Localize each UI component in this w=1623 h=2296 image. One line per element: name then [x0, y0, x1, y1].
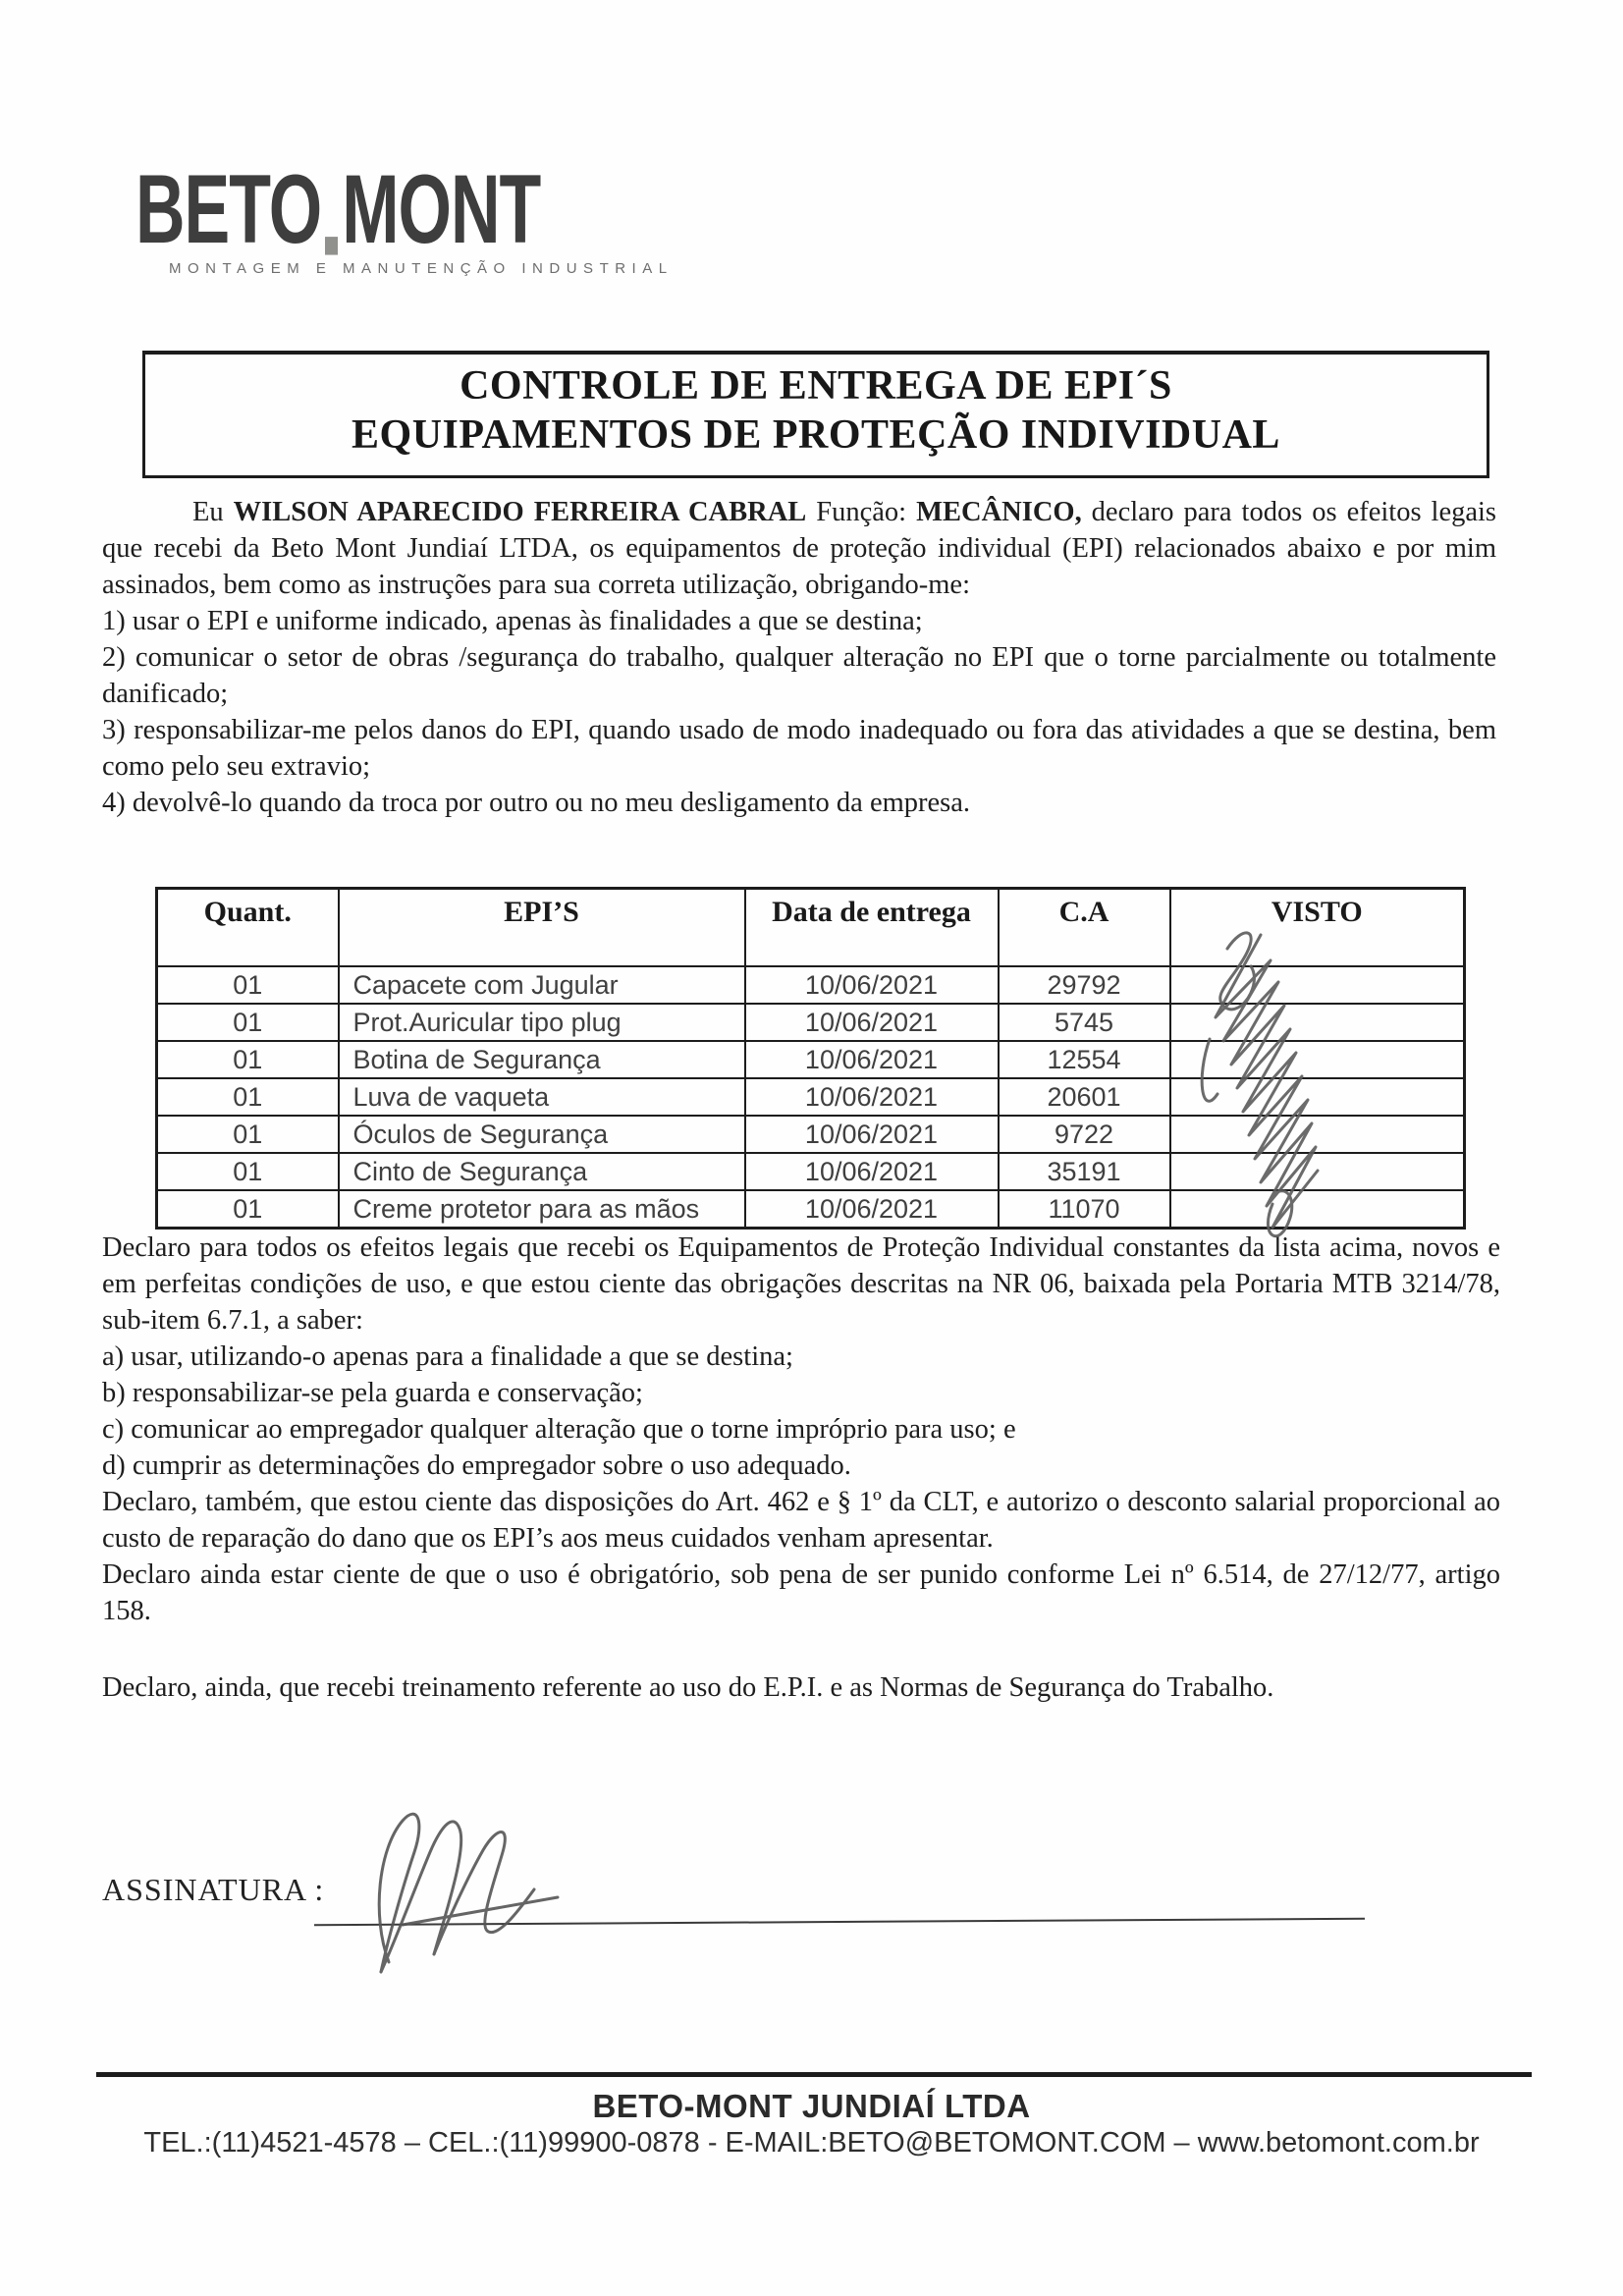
declaration-item-b: b) responsabilizar-se pela guarda e conservação; [102, 1378, 643, 1408]
cell-date: 10/06/2021 [745, 1004, 999, 1041]
cell-ca: 35191 [999, 1153, 1170, 1190]
obligation-item-4: 4) devolvê-lo quando da troca por outro ou no meu desligamento da empresa. [102, 788, 971, 818]
col-header-visto: VISTO [1170, 889, 1465, 967]
footer-contact: TEL.:(11)4521-4578 – CEL.:(11)99900-0878 - E-MAIL:BETO@BETOMONT.COM – www.betomont.com.br [143, 2127, 1480, 2159]
cell-epi: Capacete com Jugular [339, 966, 745, 1004]
cell-epi: Prot.Auricular tipo plug [339, 1004, 745, 1041]
cell-ca: 20601 [999, 1078, 1170, 1116]
col-header-quant: Quant. [157, 889, 339, 967]
cell-quant: 01 [157, 1078, 339, 1116]
declaration-item-d: d) cumprir as determinações do empregador sobre o uso adequado. [102, 1450, 851, 1481]
cell-quant: 01 [157, 1190, 339, 1229]
cell-epi: Óculos de Segurança [339, 1116, 745, 1153]
declaration-intro: Declaro para todos os efeitos legais que recebi os Equipamentos de Proteção Individual constantes da lista acima, novos e em perfeitas condições de uso, e que estou ciente das obrigações descritas na NR 06, baixada pela Portaria MTB 3214/78, sub-item 6.7.1, a saber: [102, 1232, 1500, 1336]
cell-quant: 01 [157, 1153, 339, 1190]
signature-label: ASSINATURA : [102, 1872, 325, 1907]
logo-dot-icon [325, 237, 338, 254]
assinatura-signature-scribble [350, 1793, 585, 1990]
cell-ca: 12554 [999, 1041, 1170, 1078]
logo-text-mont: MONT [342, 154, 541, 264]
logo-text-beto: BETO [135, 154, 322, 264]
intro-tail: declaro para todos os efeitos legais que recebi da Beto Mont Jundiaí LTDA, os equipamentos de proteção individual (EPI) relacionados abaixo e por mim assinados, bem como as instruções para sua correta utilização, obrigando-me: [102, 497, 1496, 600]
col-header-data-entrega: Data de entrega [745, 889, 999, 967]
obligation-item-2: 2) comunicar o setor de obras /segurança do trabalho, qualquer alteração no EPI que o torne parcialmente ou totalmente danificado; [102, 642, 1496, 709]
cell-quant: 01 [157, 1041, 339, 1078]
obligation-item-3: 3) responsabilizar-me pelos danos do EPI, quando usado de modo inadequado ou fora das atividades a que se destina, bem como pelo seu extravio; [102, 715, 1496, 782]
col-header-ca: C.A [999, 889, 1170, 967]
obligation-item-1: 1) usar o EPI e uniforme indicado, apenas às finalidades a que se destina; [102, 606, 923, 636]
employee-name: WILSON APARECIDO FERREIRA CABRAL [233, 497, 807, 527]
footer-divider [96, 2072, 1532, 2077]
cell-date: 10/06/2021 [745, 1153, 999, 1190]
cell-date: 10/06/2021 [745, 1041, 999, 1078]
cell-date: 10/06/2021 [745, 1190, 999, 1229]
footer-company: BETO-MONT JUNDIAÍ LTDA [592, 2088, 1031, 2124]
obligations-list [102, 603, 1496, 821]
intro-paragraph [102, 494, 1496, 603]
cell-date: 10/06/2021 [745, 966, 999, 1004]
employee-role: MECÂNICO, [916, 497, 1082, 527]
cell-ca: 11070 [999, 1190, 1170, 1229]
visto-signature-scribble [1166, 921, 1363, 1255]
title-line-1: CONTROLE DE ENTREGA DE EPI´S [460, 363, 1172, 409]
cell-ca: 29792 [999, 966, 1170, 1004]
cell-epi: Botina de Segurança [339, 1041, 745, 1078]
logo-wordmark [135, 154, 541, 264]
intro-lead: Eu [192, 497, 234, 527]
declaration-item-c: c) comunicar ao empregador qualquer alteração que o torne impróprio para uso; e [102, 1414, 1016, 1445]
declaration-item-a: a) usar, utilizando-o apenas para a finalidade a que se destina; [102, 1341, 793, 1372]
brand-logo [135, 154, 674, 277]
cell-quant: 01 [157, 1116, 339, 1153]
cell-date: 10/06/2021 [745, 1116, 999, 1153]
training-statement: Declaro, ainda, que recebi treinamento referente ao uso do E.P.I. e as Normas de Segurança do Trabalho. [102, 1672, 1274, 1703]
cell-ca: 9722 [999, 1116, 1170, 1153]
declaration-clt: Declaro, também, que estou ciente das disposições do Art. 462 e § 1º da CLT, e autorizo o desconto salarial proporcional ao custo de reparação do dano que os EPI’s aos meus cuidados venham apresentar. [102, 1487, 1500, 1554]
logo-tagline: MONTAGEM E MANUTENÇÃO INDUSTRIAL [169, 260, 674, 277]
intro-section [102, 494, 1496, 821]
cell-quant: 01 [157, 966, 339, 1004]
title-box [142, 351, 1489, 478]
col-header-epis: EPI’S [339, 889, 745, 967]
title-line-2: EQUIPAMENTOS DE PROTEÇÃO INDIVIDUAL [352, 411, 1280, 458]
declaration-lei: Declaro ainda estar ciente de que o uso é obrigatório, sob pena de ser punido conforme Lei nº 6.514, de 27/12/77, artigo 158. [102, 1559, 1500, 1626]
funcao-label: Função: [806, 497, 917, 527]
cell-epi: Cinto de Segurança [339, 1153, 745, 1190]
cell-quant: 01 [157, 1004, 339, 1041]
cell-epi: Creme protetor para as mãos [339, 1190, 745, 1229]
cell-epi: Luva de vaqueta [339, 1078, 745, 1116]
cell-ca: 5745 [999, 1004, 1170, 1041]
cell-date: 10/06/2021 [745, 1078, 999, 1116]
declaration-section [102, 1230, 1500, 1629]
